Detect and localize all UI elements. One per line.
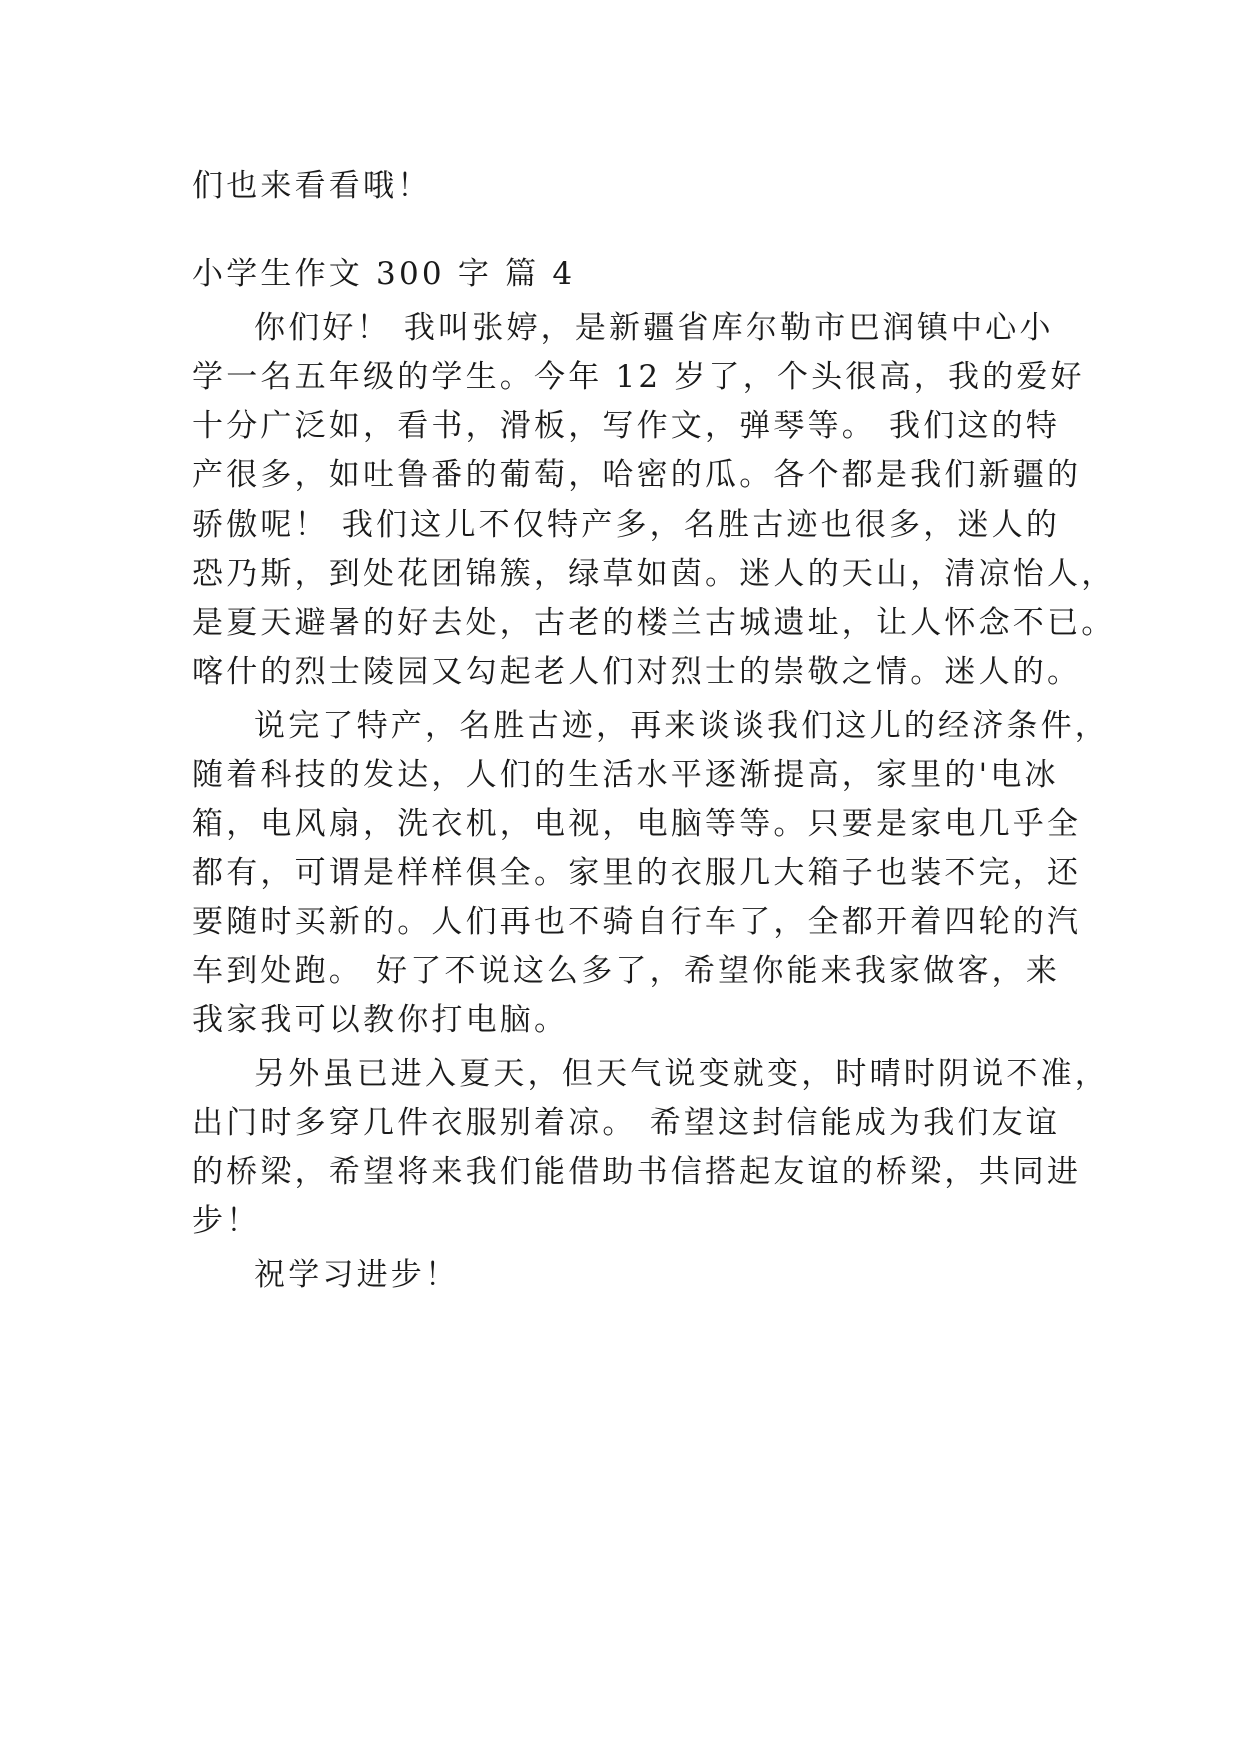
paragraph-line: 我家我可以教你打电脑。 — [192, 1002, 569, 1038]
paragraph-line: 要随时买新的。人们再也不骑自行车了，全都开着四轮的汽 — [192, 904, 1082, 940]
paragraph-line: 十分广泛如，看书，滑板，写作文，弹琴等。 我们这的特 — [192, 408, 1061, 444]
paragraph-line: 你们好！ 我叫张婷，是新疆省库尔勒市巴润镇中心小 — [254, 310, 1054, 346]
paragraph-line: 另外虽已进入夏天，但天气说变就变，时晴时阴说不准， — [254, 1056, 1109, 1092]
essay-heading: 小学生作文 300 字 篇 4 — [192, 256, 576, 292]
paragraph-line: 喀什的烈士陵园又勾起老人们对烈士的崇敬之情。迷人的。 — [192, 654, 1082, 690]
paragraph-line: 步！ — [192, 1203, 261, 1239]
paragraph-line: 都有，可谓是样样俱全。家里的衣服几大箱子也装不完，还 — [192, 855, 1082, 891]
paragraph-line: 学一名五年级的学生。今年 12 岁了，个头很高，我的爱好 — [192, 359, 1085, 395]
paragraph-line: 是夏天避暑的好去处，古老的楼兰古城遗址，让人怀念不已。 — [192, 605, 1116, 641]
paragraph-line: 说完了特产，名胜古迹，再来谈谈我们这儿的经济条件， — [254, 708, 1109, 744]
paragraph-line: 车到处跑。 好了不说这么多了，希望你能来我家做客，来 — [192, 953, 1061, 989]
closing-line: 祝学习进步！ — [254, 1257, 460, 1293]
paragraph-line: 的桥梁，希望将来我们能借助书信搭起友谊的桥梁，共同进 — [192, 1154, 1082, 1190]
paragraph-line: 出门时多穿几件衣服别着凉。 希望这封信能成为我们友谊 — [192, 1105, 1061, 1141]
paragraph-line: 随着科技的发达，人们的生活水平逐渐提高，家里的'电冰 — [192, 757, 1059, 793]
continuation-line: 们也来看看哦！ — [192, 168, 432, 204]
paragraph-line: 骄傲呢！ 我们这儿不仅特产多，名胜古迹也很多，迷人的 — [192, 507, 1061, 543]
paragraph-line: 箱，电风扇，洗衣机，电视，电脑等等。只要是家电几乎全 — [192, 806, 1082, 842]
paragraph-line: 恐乃斯，到处花团锦簇，绿草如茵。迷人的天山，清凉怡人， — [192, 556, 1116, 592]
paragraph-line: 产很多，如吐鲁番的葡萄，哈密的瓜。各个都是我们新疆的 — [192, 457, 1082, 493]
